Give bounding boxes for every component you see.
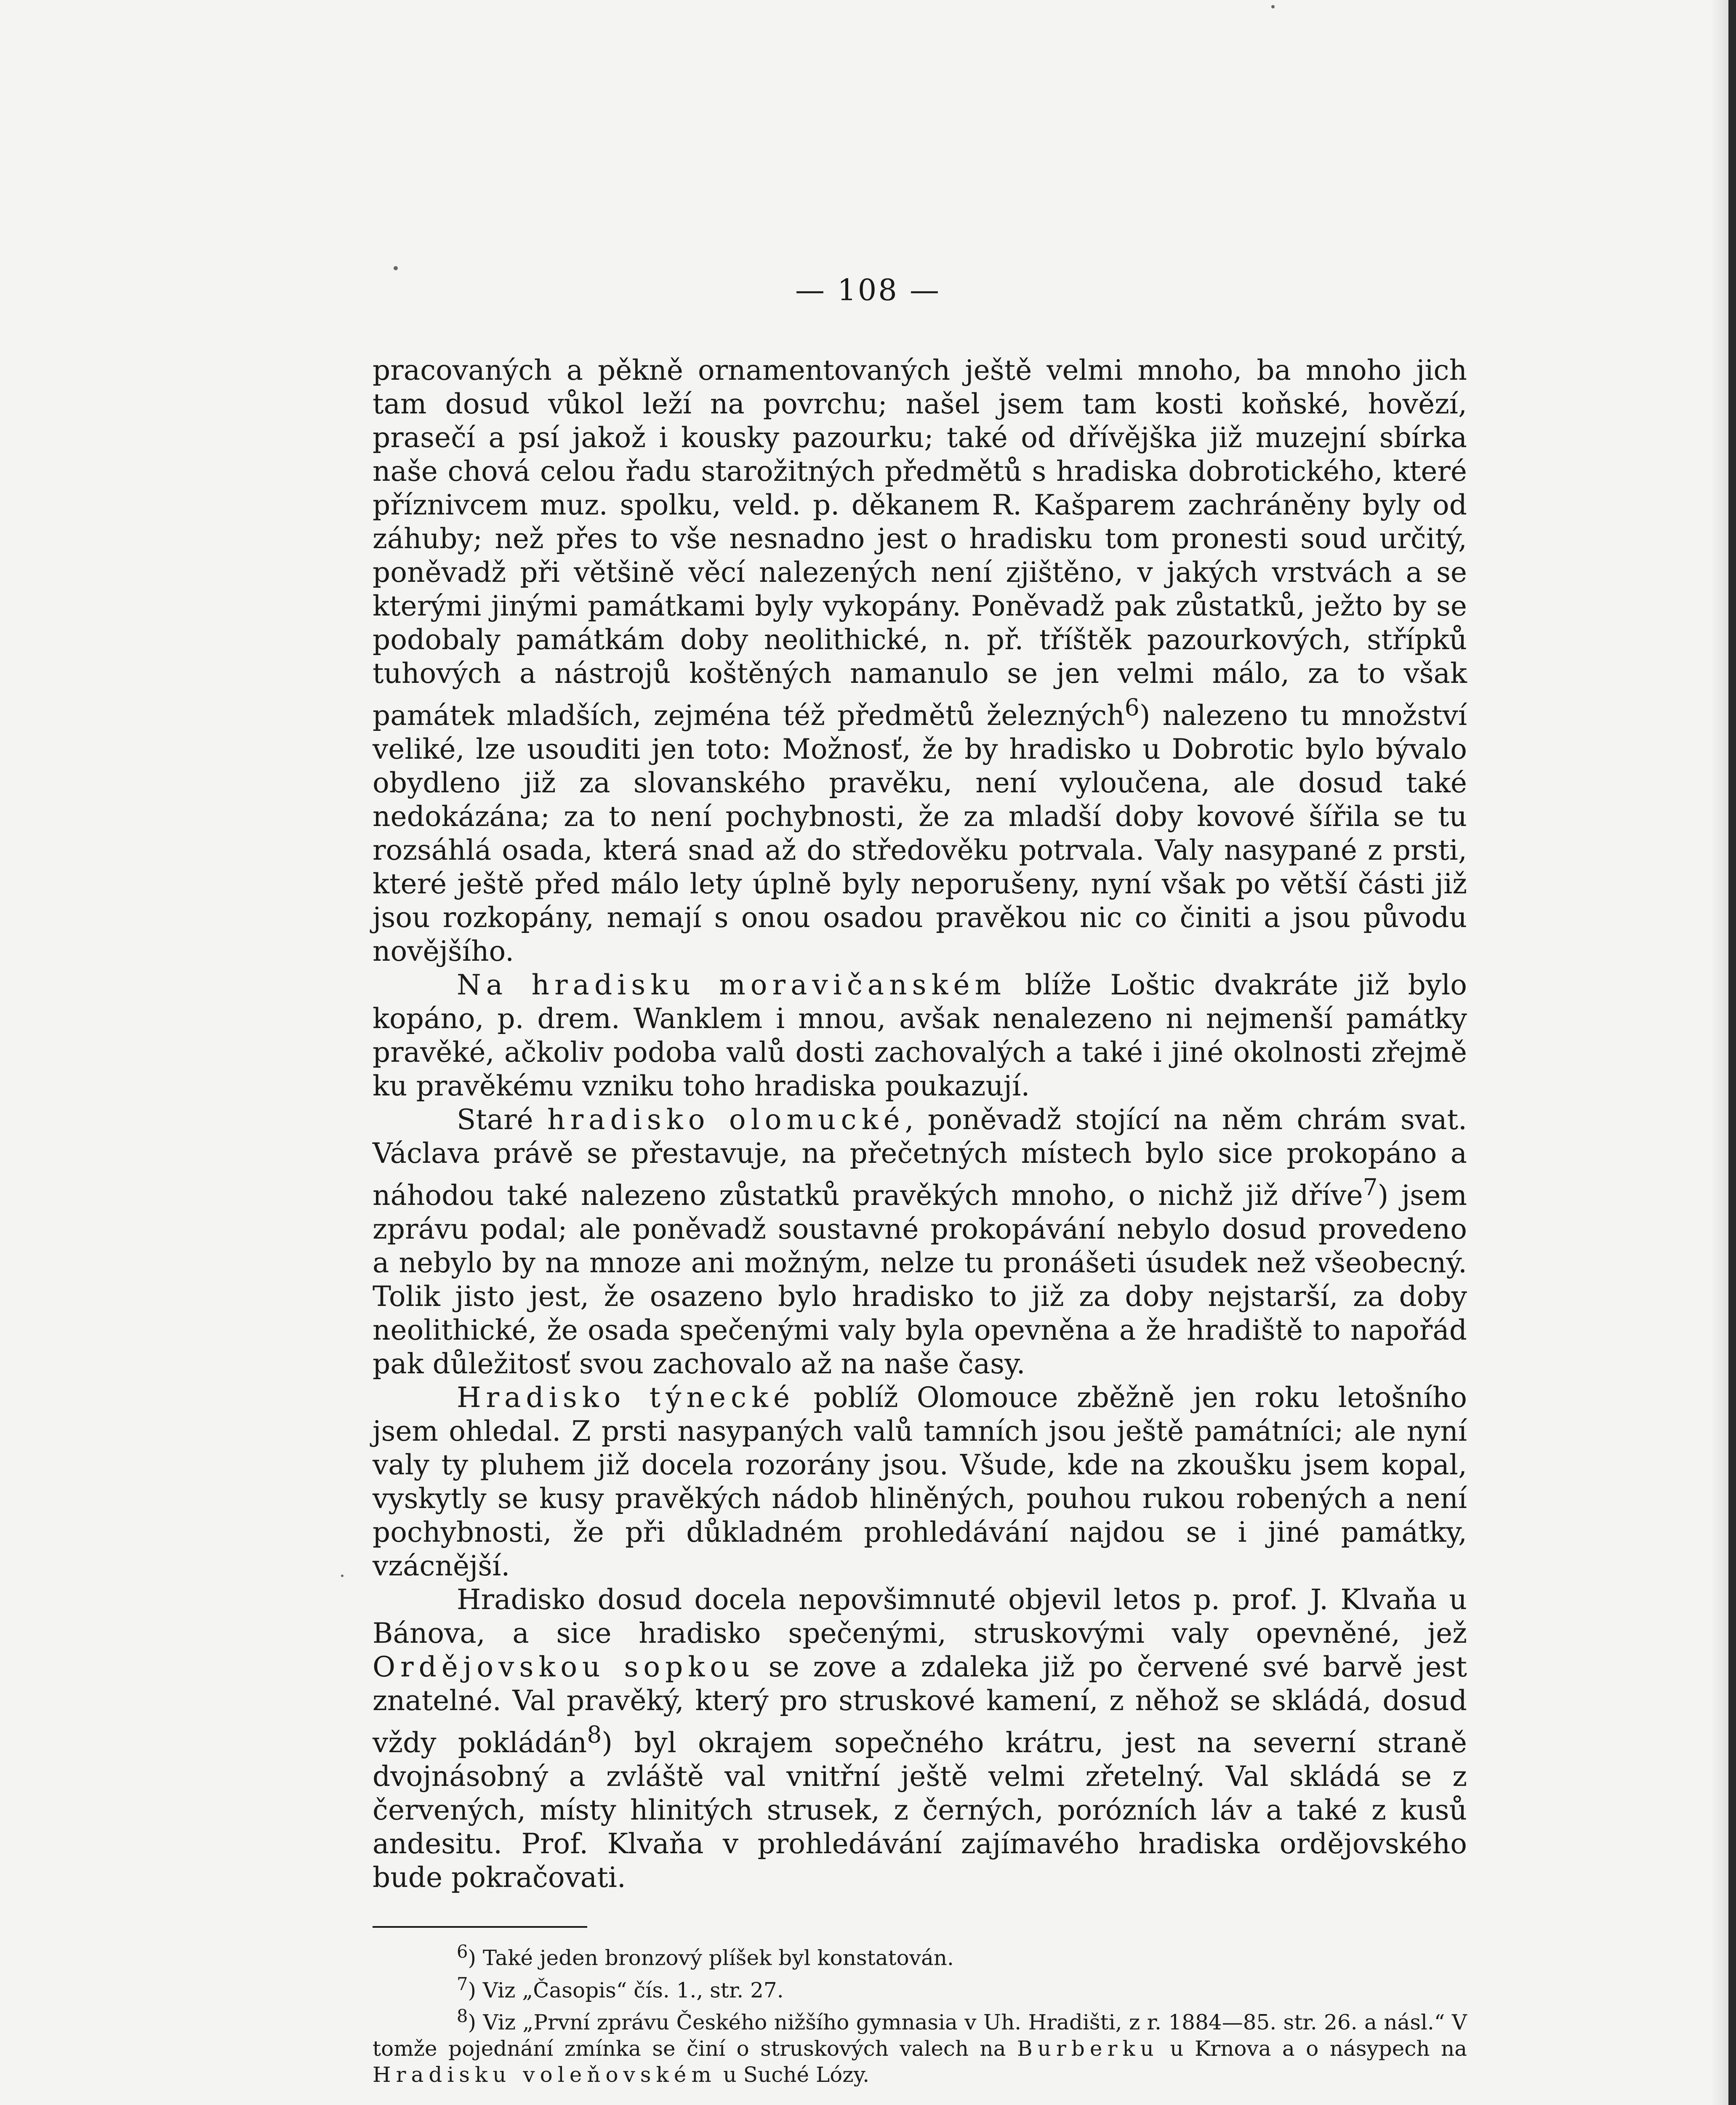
speck <box>394 266 398 270</box>
speck <box>1271 5 1275 8</box>
paragraph-5: Hradisko dosud docela nepovšimnuté objevil letos p. prof. J. Klvaňa u Bánova, a sice hradisko spečenými, struskovými valy opevněné, jež Ordějovskou sopkou se zove a zdaleka již po červené své barvě jest znatelné. Val pravěký, který pro struskové kamení, z něhož se skládá, dosud vždy pokládán$^8$) byl okrajem sopečného krátru, jest na severní straně dvojnásobný a zvláště val vnitřní ještě velmi zřetelný. Val skládá se z červených, místy hlinitých strusek, z černých, porózních láv a také z kusů andesitu. Prof. Klvaňa v prohledávání zajímavého hradiska ordějovského bude pokračovati. <box>373 1583 1467 1894</box>
page-edge <box>1728 0 1736 2105</box>
footnote-7: $^7$) Viz „Časopis“ čís. 1., str. 27. <box>457 1973 784 2003</box>
footnote-rule <box>373 1926 587 1928</box>
body-text <box>373 354 1467 1894</box>
paragraph-2: Na hradisku moravičanském blíže Loštic dvakráte již bylo kopáno, p. drem. Wanklem i mnou, avšak nenalezeno ni nejmenší památky pravěké, ačkoliv podoba valů dosti zachovalých a také i jiné okolnosti zřejmě ku pravěkému vzniku toho hradiska poukazují. <box>373 969 1467 1102</box>
footnote-ref: 6 <box>1124 694 1140 721</box>
footnotes <box>373 1939 1467 2088</box>
footnote-6: $^6$) Také jeden bronzový plíšek byl konstatován. <box>457 1941 954 1970</box>
footnote-ref: 8 <box>587 1721 602 1748</box>
page-number: — 108 — <box>795 273 941 307</box>
footnote-ref: 7 <box>1363 1174 1378 1201</box>
speck <box>341 1575 343 1577</box>
footnote-8: $^8$) Viz „První zprávu Českého nižšího gymnasia v Uh. Hradišti, z r. 1884—85. str. 26. a násl.“ V tomže pojednání zmínka se činí o struskových valech na Burberku u Krnova a o násypech na Hradisku voleňovském u Suché Lózy. <box>373 2006 1467 2087</box>
paragraph-1: pracovaných a pěkně ornamentovaných ještě velmi mnoho, ba mnoho jich tam dosud vůkol leží na povrchu; našel jsem tam kosti koňské, hovězí, prasečí a psí jakož i kousky pazourku; také od dřívějška již muzejní sbírka naše chová celou řadu starožitných předmětů s hradiska dobrotického, které příznivcem muz. spolku, veld. p. děkanem R. Kašparem zachráněny byly od záhuby; než přes to vše nesnadno jest o hradisku tom pronesti soud určitý, poněvadž při většině věcí nalezených není zjištěno, v jakých vrstvách a se kterými jinými památkami byly vykopány. Poněvadž pak zůstatků, ježto by se podobaly památkám doby neolithické, n. př. tříštěk pazourkových, střípků tuhových a nástrojů koštěných namanulo se jen velmi málo, za to však památek mladších, zejména též předmětů železných$^6$) nalezeno tu množství veliké, lze usouditi jen toto: Možnosť, že by hradisko u Dobrotic bylo bývalo obydleno již za slovanského pravěku, není vyloučena, ale dosud také nedokázána; za to není pochybnosti, že za mladší doby kovové šířila se tu rozsáhlá osada, která snad až do středověku potrvala. Valy nasypané z prsti, které ještě před málo lety úplně byly neporušeny, nyní však po větší části již jsou rozkopány, nemají s onou osadou pravěkou nic co činiti a jsou původu novějšího. <box>373 354 1467 967</box>
paragraph-3: Staré hradisko olomucké, poněvadž stojící na něm chrám svat. Václava právě se přestavuje, na přečetných místech bylo sice prokopáno a náhodou také nalezeno zůstatků pravěkých mnoho, o nichž již dříve$^7$) jsem zprávu podal; ale poněvadž soustavné prokopávání nebylo dosud provedeno a nebylo by na mnoze ani možným, nelze tu pronášeti úsudek než všeobecný. Tolik jisto jest, že osazeno bylo hradisko to již za doby nejstarší, za doby neolithické, že osada spečenými valy byla opevněna a že hradiště to napořád pak důležitosť svou zachovalo až na naše časy. <box>373 1103 1467 1380</box>
paragraph-4: Hradisko týnecké poblíž Olomouce zběžně jen roku letošního jsem ohledal. Z prsti nasypaných valů tamních jsou ještě památníci; ale nyní valy ty pluhem již docela rozorány jsou. Všude, kde na zkoušku jsem kopal, vyskytly se kusy pravěkých nádob hliněných, pouhou rukou robených a není pochybnosti, že při důkladném prohledávání najdou se i jiné památky, vzácnější. <box>373 1381 1467 1582</box>
